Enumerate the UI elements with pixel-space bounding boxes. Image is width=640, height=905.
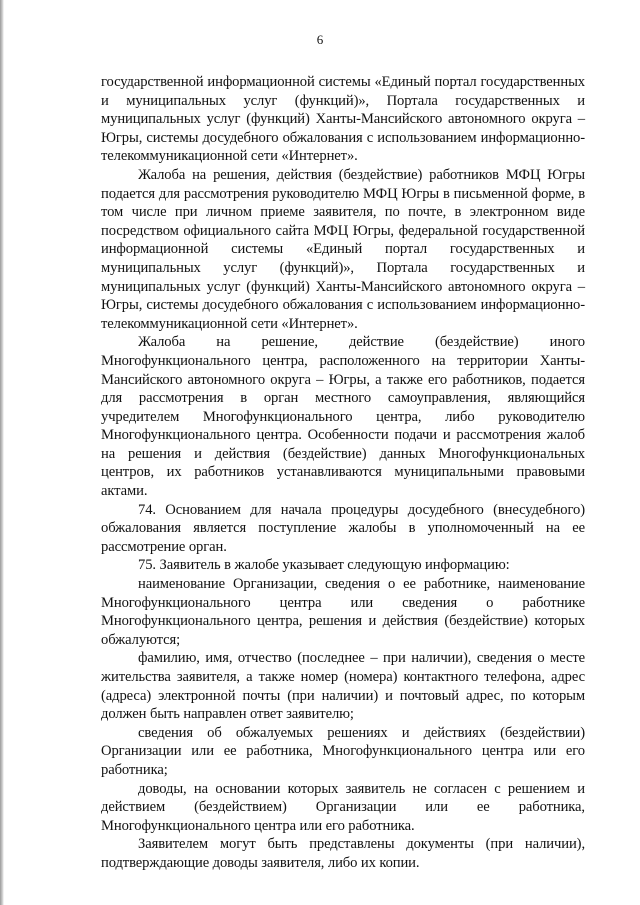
scan-edge-shadow — [0, 0, 4, 905]
paragraph-supporting-documents: Заявителем могут быть представлены документы (при наличии), подтверждающие доводы заявителя, либо их копии. — [101, 836, 585, 871]
paragraph-appealed-decisions: сведения об обжалуемых решениях и действиях (бездействии) Организации или ее работника, Многофункционального центра или его работника; — [101, 724, 585, 778]
paragraph-item-75: 75. Заявитель в жалобе указывает следующую информацию: — [138, 557, 510, 574]
paragraph-item-74: 74. Основанием для начала процедуры досудебного (внесудебного) обжалования является поступление жалобы в уполномоченный на ее рассмотрение орган. — [101, 501, 585, 555]
paragraph-other-mfc-complaint: Жалоба на решение, действие (бездействие) иного Многофункционального центра, расположенного на территории Ханты-Мансийского автономного округа – Югры, а также его работников, подается для рассмотрения в орган местного самоуправления, являющийся учредителем Многофункционального центра, либо руководителю Многофункционального центра. Особенности подачи и рассмотрения жалоб на решения и действия (бездействие) данных Многофункциональных центров, их работников устанавливаются муниципальными правовыми актами. — [101, 334, 585, 500]
paragraph-continuation: государственной информационной системы «Единый портал государственных и муниципальных услуг (функций)», Портала государственных и муниципальных услуг (функций) Ханты-Мансийского автономного округа – Югры, системы досудебного обжалования с использованием информационно-телекоммуникационной сети «Интернет». — [101, 74, 585, 165]
paragraph-mfc-complaint: Жалоба на решения, действия (бездействие) работников МФЦ Югры подается для рассмотрения руководителю МФЦ Югры в письменной форме, в том числе при личном приеме заявителя, по почте, в электронном виде посредством официального сайта МФЦ Югры, федеральной государственной информационной системы «Единый портал государственных и муниципальных услуг (функций)», Портала государственных и муниципальных услуг (функций) Ханты-Мансийского автономного округа – Югры, системы досудебного обжалования с использованием информационно-телекоммуникационной сети «Интернет». — [101, 166, 585, 332]
document-body — [101, 73, 585, 873]
paragraph-arguments: доводы, на основании которых заявитель не согласен с решением и действием (бездействием) Организации или ее работника, Многофункционального центра или его работника. — [101, 780, 585, 834]
page-number: 6 — [316, 32, 324, 47]
paragraph-organization-name: наименование Организации, сведения о ее работнике, наименование Многофункционального центра или сведения о работнике Многофункционального центра, решения и действия (бездействие) которых обжалуются; — [101, 576, 585, 648]
paragraph-applicant-details: фамилию, имя, отчество (последнее – при наличии), сведения о месте жительства заявителя, а также номер (номера) контактного телефона, адрес (адреса) электронной почты (при наличии) и почтовый адрес, по которым должен быть направлен ответ заявителю; — [101, 650, 585, 723]
